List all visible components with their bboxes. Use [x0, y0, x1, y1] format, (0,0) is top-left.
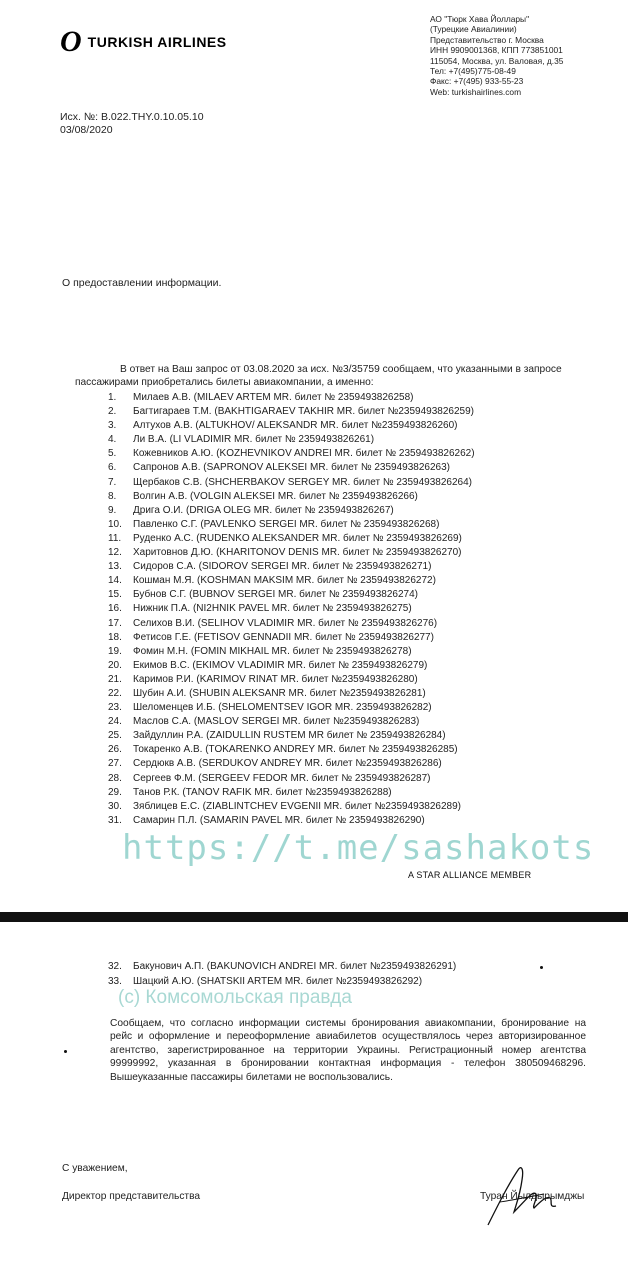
passenger-details: Бубнов С.Г. (BUBNOV SERGEI MR. билет № 2359493826274): [133, 589, 418, 601]
kp-watermark: (c) Комсомольская правда: [118, 987, 352, 1008]
passenger-entry: [108, 701, 475, 715]
passenger-entry: [108, 772, 475, 786]
passenger-number: 4.: [108, 434, 117, 446]
passenger-entry: [108, 518, 475, 532]
passenger-details: Руденко А.С. (RUDENKO ALEKSANDER MR. билет № 2359493826269): [133, 532, 462, 544]
passenger-number: 18.: [108, 631, 122, 643]
passenger-entry: [108, 786, 475, 800]
passenger-entry: [108, 800, 475, 814]
passenger-details: Фомин М.Н. (FOMIN MIKHAIL MR. билет № 2359493826278): [133, 645, 412, 657]
passenger-details: Сидоров С.А. (SIDOROV SERGEI MR. билет № 2359493826271): [133, 561, 432, 573]
passenger-number: 14.: [108, 575, 122, 587]
passenger-details: Танов Р.К. (TANOV RAFIK MR. билет №2359493826288): [133, 786, 392, 798]
passenger-details: Щербаков С.В. (SHCHERBAKOV SERGEY MR. билет № 2359493826264): [133, 476, 472, 488]
passenger-entry: [108, 391, 475, 405]
passenger-details: Дрига О.И. (DRIGA OLEG MR. билет № 2359493826267): [133, 504, 394, 516]
passenger-number: 28.: [108, 772, 122, 784]
reference-number: Исх. №: B.022.THY.0.10.05.10: [60, 111, 204, 123]
page-break-divider: [0, 912, 628, 922]
closing-paragraph: [62, 1017, 586, 1084]
passenger-number: 22.: [108, 687, 122, 699]
passenger-entry: [108, 645, 475, 659]
passenger-entry: [108, 814, 475, 828]
passenger-details: Волгин А.В. (VOLGIN ALEKSEI MR. билет № 2359493826266): [133, 490, 418, 502]
passenger-number: 32.: [108, 961, 122, 972]
passenger-details: Токаренко А.В. (TOKARENKO ANDREY MR. билет № 2359493826285): [133, 744, 458, 756]
letter-intro: [75, 363, 587, 389]
passenger-entry: [108, 574, 475, 588]
turkish-airlines-logo: [60, 25, 227, 58]
passenger-number: 3.: [108, 420, 117, 432]
passenger-details: Харитовнов Д.Ю. (KHARITONOV DENIS MR. билет № 2359493826270): [133, 547, 462, 559]
logo-text: TURKISH AIRLINES: [87, 34, 227, 50]
passenger-details: Зайдуллин Р.А. (ZAIDULLIN RUSTEM MR билет № 2359493826284): [133, 730, 446, 742]
passenger-number: 11.: [108, 532, 122, 544]
passenger-details: Фетисов Г.Е. (FETISOV GENNADII MR. билет № 2359493826277): [133, 631, 434, 643]
passenger-details: Алтухов А.В. (ALTUKHOV/ ALEKSANDR MR. билет №2359493826260): [133, 420, 458, 432]
passenger-number: 10.: [108, 518, 122, 530]
passenger-details: Шубин А.И. (SHUBIN ALEKSANR MR. билет №2359493826281): [133, 687, 426, 699]
passenger-entry: [108, 715, 475, 729]
passenger-list: [108, 391, 475, 828]
passenger-entry: [108, 673, 475, 687]
passenger-details: Самарин П.Л. (SAMARIN PAVEL MR. билет № 2359493826290): [133, 814, 425, 826]
passenger-details: Селихов В.И. (SELIHOV VLADIMIR MR. билет № 2359493826276): [133, 617, 438, 629]
passenger-entry: [108, 743, 475, 757]
passenger-entry: [108, 476, 475, 490]
contact-line: Тел: +7(495)775-08-49: [430, 66, 516, 77]
passenger-details: Сердюкв А.В. (SERDUKOV ANDREY MR. билет №2359493826286): [133, 758, 442, 770]
passenger-details: Екимов В.С. (EKIMOV VLADIMIR MR. билет № 2359493826279): [133, 659, 428, 671]
passenger-details: Бакунович А.П. (BAKUNOVICH ANDREI MR. билет №2359493826291): [133, 961, 457, 972]
passenger-details: Нижник П.А. (NI2HNIK PAVEL MR. билет № 2359493826275): [133, 603, 412, 615]
handwritten-signature: [478, 1150, 568, 1230]
passenger-entry: [108, 546, 475, 560]
passenger-entry: [108, 960, 456, 975]
contact-line: Представительство г. Москва: [430, 34, 544, 45]
passenger-number: 1.: [108, 392, 117, 403]
passenger-details: Маслов С.А. (MASLOV SERGEI MR. билет №2359493826283): [133, 716, 420, 728]
passenger-details: Сергеев Ф.М. (SERGEEV FEDOR MR. билет № 2359493826287): [133, 772, 431, 784]
passenger-details: Зяблицев Е.С. (ZIABLINTCHEV EVGENII MR. билет №2359493826289): [133, 800, 461, 812]
passenger-entry: [108, 631, 475, 645]
passenger-entry: [108, 504, 475, 518]
passenger-entry: [108, 447, 475, 461]
passenger-number: 13.: [108, 561, 122, 573]
company-contact-block: [430, 14, 563, 97]
passenger-details: Шацкий А.Ю. (SHATSKII ARTEM MR. билет №2359493826292): [133, 975, 423, 987]
contact-line: 115054, Москва, ул. Валовая, д.35: [430, 55, 564, 66]
passenger-details: Каримов Р.И. (KARIMOV RINAT MR. билет №2359493826280): [133, 673, 418, 685]
passenger-number: 25.: [108, 730, 122, 742]
passenger-entry: [108, 659, 475, 673]
passenger-number: 6.: [108, 462, 117, 474]
passenger-details: Кошман М.Я. (KOSHMAN MAKSIM MR. билет № 2359493826272): [133, 575, 436, 587]
passenger-number: 21.: [108, 673, 122, 685]
passenger-details: Ли В.А. (LI VLADIMIR MR. билет № 2359493826261): [133, 434, 375, 446]
passenger-details: Милаев А.В. (MILAEV ARTEM MR. билет № 2359493826258): [133, 392, 414, 403]
letter-subject: О предоставлении информации.: [62, 277, 222, 289]
passenger-details: Кожевников А.Ю. (KOZHEVNIKOV ANDREI MR. билет № 2359493826262): [133, 448, 475, 460]
passenger-number: 5.: [108, 448, 117, 460]
passenger-entry: [108, 602, 475, 616]
passenger-details: Багтигараев Т.М. (BAKHTIGARAEV TAKHIR MR. билет №2359493826259): [133, 406, 475, 418]
passenger-number: 23.: [108, 702, 122, 714]
closing-text: Сообщаем, что согласно информации системы бронирования авиакомпании, бронирование на рейс и оформление и переоформление авиабилетов осуществлялось через авторизированное агентство, зарегистрированное на территории Украины. Регистрационный номер агентства 99999992, указанная в бронировании контактная информация - телефон 380509468296. Вышеуказанные пассажиры билетами не воспользовались.: [110, 1018, 586, 1083]
passenger-list-continued: [108, 960, 456, 989]
reference-date: 03/08/2020: [60, 123, 113, 136]
signatory-position: Директор представительства: [62, 1191, 201, 1202]
passenger-number: 30.: [108, 800, 122, 812]
passenger-number: 27.: [108, 758, 122, 770]
intro-line-1: В ответ на Ваш запрос от 03.08.2020 за исх. №3/35759 сообщаем, что указанными в запросе: [120, 364, 562, 375]
passenger-entry: [108, 729, 475, 743]
passenger-details: Шеломенцев И.Б. (SHELOMENTSEV IGOR MR. 2359493826282): [133, 702, 432, 714]
passenger-number: 19.: [108, 645, 122, 657]
passenger-entry: [108, 433, 475, 447]
passenger-number: 33.: [108, 975, 122, 987]
contact-line: ИНН 9909001368, КПП 773851001: [430, 45, 563, 56]
scan-speck: [540, 966, 543, 969]
passenger-number: 17.: [108, 617, 122, 629]
intro-line-2: пассажирами приобретались билеты авиакомпании, а именно:: [75, 377, 374, 389]
passenger-entry: [108, 560, 475, 574]
contact-line: (Турецкие Авиалинии): [430, 24, 517, 35]
passenger-entry: [108, 617, 475, 631]
telegram-watermark: https://t.me/sashakots: [122, 828, 595, 868]
regards-line: С уважением,: [62, 1163, 128, 1174]
passenger-entry: [108, 490, 475, 504]
passenger-number: 8.: [108, 490, 117, 502]
passenger-number: 7.: [108, 476, 117, 488]
passenger-number: 24.: [108, 716, 122, 728]
passenger-details: Павленко С.Г. (PAVLENKO SERGEI MR. билет № 2359493826268): [133, 518, 440, 530]
passenger-entry: [108, 461, 475, 475]
contact-line: АО "Тюрк Хава Йоллары": [430, 14, 530, 24]
outgoing-reference: [60, 111, 204, 136]
passenger-entry: [108, 687, 475, 701]
passenger-details: Сапронов А.В. (SAPRONOV ALEKSEI MR. билет № 2359493826263): [133, 462, 450, 474]
passenger-number: 16.: [108, 603, 122, 615]
passenger-number: 12.: [108, 547, 122, 559]
passenger-number: 2.: [108, 406, 117, 418]
passenger-number: 26.: [108, 744, 122, 756]
contact-line: Web: turkishairlines.com: [430, 86, 522, 97]
passenger-entry: [108, 532, 475, 546]
passenger-number: 29.: [108, 786, 122, 798]
signatory-name: Туран Йылдырымджы: [480, 1191, 585, 1202]
passenger-number: 15.: [108, 589, 122, 601]
logo-mark: O: [60, 25, 82, 58]
contact-line: Факс: +7(495) 933-55-23: [430, 76, 524, 87]
star-alliance-footer: A STAR ALLIANCE MEMBER: [408, 870, 532, 880]
passenger-entry: [108, 419, 475, 433]
passenger-number: 31.: [108, 814, 122, 826]
passenger-entry: [108, 405, 475, 419]
passenger-entry: [108, 757, 475, 771]
passenger-number: 9.: [108, 504, 117, 516]
passenger-number: 20.: [108, 659, 122, 671]
passenger-entry: [108, 588, 475, 602]
